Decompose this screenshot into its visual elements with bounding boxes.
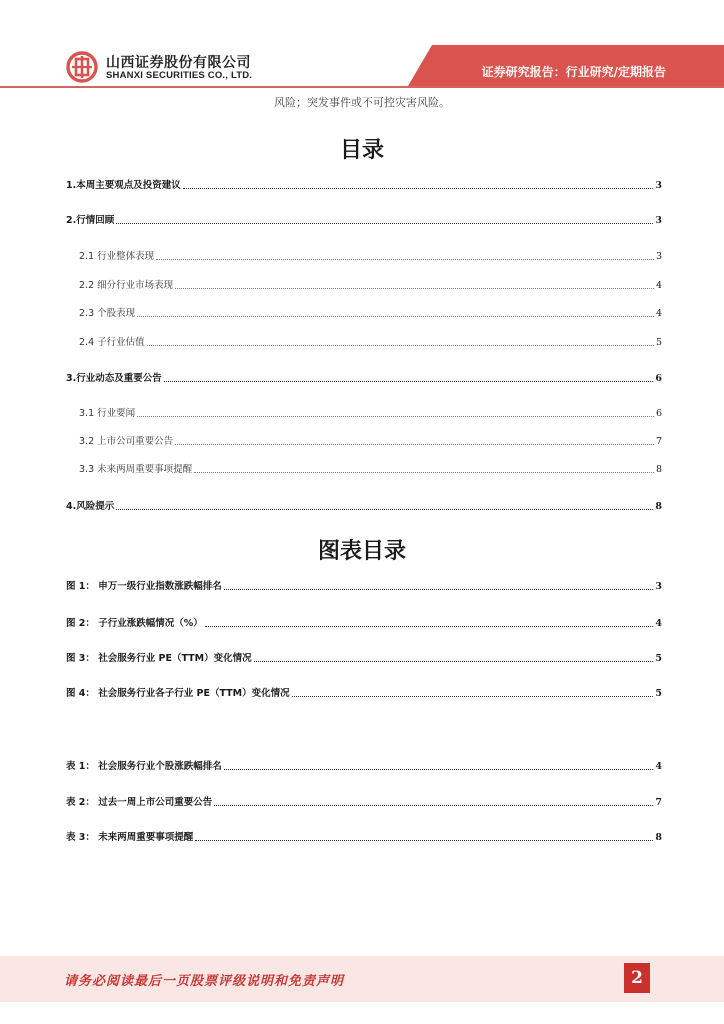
table-list-item[interactable] — [66, 830, 662, 844]
toc-item-page: 3 — [655, 251, 662, 262]
toc-item-page: 8 — [655, 464, 662, 475]
toc-item-page: 4 — [655, 308, 662, 319]
toc-item-label: 3.1 行业要闻 — [79, 408, 136, 419]
toc-item-label: 2.行情回顾 — [66, 215, 115, 226]
dot-leader — [183, 188, 654, 189]
dot-leader — [156, 259, 654, 260]
figure-item-label: 图 1： 申万一级行业指数涨跌幅排名 — [66, 581, 222, 592]
company-name-cn: 山西证券股份有限公司 — [106, 55, 251, 71]
toc-item-page: 4 — [655, 280, 662, 291]
figure-item-label: 图 3： 社会服务行业 PE（TTM）变化情况 — [66, 653, 252, 664]
figure-list-title: 图表目录 — [317, 539, 406, 564]
page-header — [0, 0, 724, 92]
dot-leader — [116, 223, 653, 224]
toc-item-label: 3.2 上市公司重要公告 — [79, 436, 174, 447]
dot-leader — [254, 661, 654, 662]
toc-item-label: 2.3 个股表现 — [79, 308, 136, 319]
dot-leader — [137, 316, 654, 317]
dot-leader — [175, 288, 654, 289]
figure-list-item[interactable] — [66, 616, 662, 630]
toc-subitem[interactable] — [79, 249, 662, 263]
toc-item-label: 4.风险提示 — [66, 501, 115, 512]
figure-item-page: 5 — [655, 688, 662, 699]
footer-disclaimer: 请务必阅读最后一页股票评级说明和免责声明 — [64, 974, 345, 989]
page-number: 2 — [624, 963, 650, 993]
toc-item-label: 3.行业动态及重要公告 — [66, 373, 162, 384]
table-item-label: 表 3： 未来两周重要事项提醒 — [66, 832, 194, 843]
toc-subitem[interactable] — [79, 462, 662, 476]
dot-leader — [224, 769, 654, 770]
figure-item-page: 5 — [655, 653, 662, 664]
toc-item-label: 2.1 行业整体表现 — [79, 251, 155, 262]
report-type-label: 证券研究报告：行业研究/定期报告 — [481, 65, 666, 79]
figure-list-item[interactable] — [66, 579, 662, 593]
dot-leader — [224, 589, 654, 590]
toc-item[interactable] — [66, 499, 662, 513]
toc-item-page: 8 — [655, 501, 662, 512]
figure-list-item[interactable] — [66, 686, 662, 700]
dot-leader — [214, 805, 653, 806]
toc-item-page: 6 — [655, 408, 662, 419]
dot-leader — [292, 696, 654, 697]
figure-list-item[interactable] — [66, 651, 662, 665]
toc-item[interactable] — [66, 371, 662, 385]
toc-item-label: 3.3 未来两周重要事项提醒 — [79, 464, 193, 475]
toc-item[interactable] — [66, 213, 662, 227]
dot-leader — [116, 509, 653, 510]
dot-leader — [175, 444, 654, 445]
toc-item-label: 2.4 子行业估值 — [79, 337, 145, 348]
dot-leader — [164, 381, 654, 382]
figure-item-label: 图 4： 社会服务行业各子行业 PE（TTM）变化情况 — [66, 688, 290, 699]
toc-item-page: 6 — [655, 373, 662, 384]
toc-item-page: 7 — [655, 436, 662, 447]
toc-item-page: 5 — [655, 337, 662, 348]
toc-title: 目录 — [339, 138, 384, 163]
toc-item-page: 3 — [655, 215, 662, 226]
dot-leader — [147, 345, 654, 346]
toc-item-label: 2.2 细分行业市场表现 — [79, 280, 174, 291]
table-item-page: 8 — [655, 832, 662, 843]
company-name-en: SHANXI SECURITIES CO., LTD. — [106, 70, 253, 81]
toc-subitem[interactable] — [79, 335, 662, 349]
toc-item-page: 3 — [655, 180, 662, 191]
toc-subitem[interactable] — [79, 406, 662, 420]
toc-item-label: 1.本周主要观点及投资建议 — [66, 180, 181, 191]
table-list-item[interactable] — [66, 759, 662, 773]
dot-leader — [137, 416, 654, 417]
table-item-page: 4 — [655, 761, 662, 772]
table-item-page: 7 — [655, 797, 662, 808]
dot-leader — [205, 626, 654, 627]
toc-subitem[interactable] — [79, 278, 662, 292]
toc-item[interactable] — [66, 178, 662, 192]
company-logo-icon — [66, 51, 98, 83]
table-list-item[interactable] — [66, 795, 662, 809]
figure-item-label: 图 2： 子行业涨跌幅情况（%） — [66, 618, 203, 629]
toc-subitem[interactable] — [79, 306, 662, 320]
figure-item-page: 4 — [655, 618, 662, 629]
table-item-label: 表 2： 过去一周上市公司重要公告 — [66, 797, 213, 808]
carry-over-text: 风险；突发事件或不可控灾害风险。 — [274, 96, 450, 109]
table-item-label: 表 1： 社会服务行业个股涨跌幅排名 — [66, 761, 222, 772]
toc-subitem[interactable] — [79, 434, 662, 448]
dot-leader — [194, 472, 654, 473]
figure-item-page: 3 — [655, 581, 662, 592]
dot-leader — [195, 840, 653, 841]
